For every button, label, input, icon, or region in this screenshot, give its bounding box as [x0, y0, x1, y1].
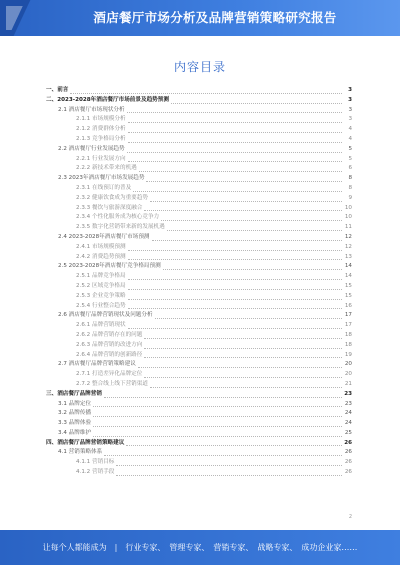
toc-entry[interactable]: [46, 262, 352, 272]
toc-entry-label: 2.4 2023-2028年酒店餐厅市场预测: [58, 233, 150, 240]
toc-leader-dots: [144, 210, 342, 211]
toc-entry-label: 2.5 2023-2028年酒店餐厅竞争格局预测: [58, 263, 161, 270]
toc-entry-label: 2.6.4 品牌营销的创新路径: [76, 351, 143, 358]
report-title: 酒店餐厅市场分析及品牌营销策略研究报告: [93, 10, 337, 25]
toc-entry-label: 4.1 营销策略体系: [58, 449, 103, 456]
toc-entry-label: 2.3.1 在线预订的普及: [76, 184, 132, 191]
toc-entry-page: 10: [344, 214, 352, 221]
toc-leader-dots: [167, 230, 342, 231]
toc-entry[interactable]: [46, 302, 352, 312]
toc-entry-page: 3: [348, 116, 352, 123]
toc-entry-label: 2.3.3 餐饮与旅游深度融合: [76, 204, 143, 211]
toc-entry[interactable]: [46, 204, 352, 214]
toc-leader-dots: [161, 220, 342, 221]
toc-entry[interactable]: [46, 145, 352, 155]
table-of-contents: [46, 86, 352, 512]
toc-leader-dots: [128, 122, 342, 123]
toc-entry[interactable]: [46, 86, 352, 96]
toc-entry-page: 4: [348, 135, 352, 142]
toc-leader-dots: [128, 328, 342, 329]
toc-entry-label: 2.1.2 消费群体分析: [76, 126, 126, 133]
toc-entry-label: 2.5.3 企业竞争策略: [76, 292, 126, 299]
toc-entry-label: 2.5.4 行业整合趋势: [76, 302, 126, 309]
toc-leader-dots: [144, 348, 342, 349]
toc-leader-dots: [93, 406, 342, 407]
toc-entry-page: 23: [344, 400, 352, 407]
toc-leader-dots: [150, 387, 342, 388]
toc-entry[interactable]: [46, 311, 352, 321]
toc-entry[interactable]: [46, 106, 352, 116]
toc-entry-page: 12: [344, 243, 352, 250]
toc-leader-dots: [138, 367, 342, 368]
toc-entry-page: 10: [344, 204, 352, 211]
toc-entry-page: 3: [348, 106, 352, 113]
footer-role: 营销专家、: [213, 543, 254, 552]
toc-entry[interactable]: [46, 243, 352, 253]
toc-entry-label: 2.7.2 整合线上线下营销渠道: [76, 380, 148, 387]
toc-leader-dots: [128, 308, 342, 309]
toc-entry[interactable]: [46, 341, 352, 351]
toc-entry-label: 2.6.3 品牌营销的改进方向: [76, 341, 143, 348]
toc-entry[interactable]: [46, 272, 352, 282]
toc-leader-dots: [93, 416, 342, 417]
toc-entry-label: 4.1.1 营销目标: [76, 459, 115, 466]
toc-entry-page: 15: [344, 292, 352, 299]
toc-entry-page: 8: [348, 184, 352, 191]
toc-entry-page: 14: [344, 263, 352, 270]
toc-entry-label: 2.6 酒店餐厅品牌营销现状及问题分析: [58, 312, 153, 319]
toc-leader-dots: [139, 171, 342, 172]
toc-entry-label: 2.1.1 市场规模分析: [76, 116, 126, 123]
toc-entry-label: 4.1.2 营销手段: [76, 469, 115, 476]
toc-entry-label: 3.2 品牌传播: [58, 410, 92, 417]
toc-entry-page: 12: [344, 233, 352, 240]
toc-entry-label: 2.2.1 行业发展方向: [76, 155, 126, 162]
toc-entry-page: 24: [344, 420, 352, 427]
toc-entry-label: 2.7 酒店餐厅品牌营销策略建议: [58, 361, 136, 368]
toc-entry-label: 3.1 品牌定位: [58, 400, 92, 407]
toc-leader-dots: [128, 132, 342, 133]
toc-entry[interactable]: [46, 409, 352, 419]
toc-leader-dots: [104, 397, 342, 398]
toc-entry[interactable]: [46, 390, 352, 400]
toc-entry-page: 18: [344, 331, 352, 338]
toc-entry-page: 26: [344, 469, 352, 476]
toc-entry[interactable]: [46, 429, 352, 439]
toc-entry[interactable]: [46, 292, 352, 302]
toc-entry-page: 4: [348, 126, 352, 133]
toc-entry-label: 二、2023-2028年酒店餐厅市场前景及趋势预测: [46, 96, 169, 103]
toc-entry[interactable]: [46, 135, 352, 145]
toc-entry-label: 2.6.2 品牌营销存在的问题: [76, 331, 143, 338]
toc-leader-dots: [128, 259, 342, 260]
footer-role: 战略专家、: [257, 543, 298, 552]
toc-entry-page: 3: [348, 87, 352, 93]
toc-leader-dots: [128, 161, 342, 162]
footer-role: 行业专家、: [125, 543, 166, 552]
toc-entry-page: 17: [344, 312, 352, 319]
toc-entry[interactable]: [46, 194, 352, 204]
toc-entry-page: 11: [344, 224, 352, 231]
toc-leader-dots: [104, 455, 342, 456]
toc-leader-dots: [152, 240, 342, 241]
toc-leader-dots: [144, 338, 342, 339]
toc-entry-label: 2.3.4 个性化服务成为核心竞争力: [76, 214, 160, 221]
toc-entry[interactable]: [46, 155, 352, 165]
toc-entry[interactable]: [46, 125, 352, 135]
toc-heading: 内容目录: [173, 60, 226, 74]
toc-leader-dots: [127, 112, 342, 113]
toc-entry[interactable]: [46, 213, 352, 223]
toc-entry-page: 26: [344, 459, 352, 466]
toc-entry[interactable]: [46, 351, 352, 361]
toc-entry-page: 26: [344, 449, 352, 456]
toc-leader-dots: [128, 142, 342, 143]
footer-role: 管理专家、: [169, 543, 210, 552]
page-number: 2: [348, 514, 352, 520]
toc-leader-dots: [128, 299, 342, 300]
toc-entry-page: 19: [344, 351, 352, 358]
toc-entry-page: 13: [344, 253, 352, 260]
toc-entry-page: 23: [344, 390, 352, 397]
toc-entry[interactable]: [46, 419, 352, 429]
toc-entry[interactable]: [46, 448, 352, 458]
toc-entry-page: 20: [344, 361, 352, 368]
toc-entry[interactable]: [46, 370, 352, 380]
toc-entry-label: 2.4.2 消费趋势预测: [76, 253, 126, 260]
toc-entry-label: 2.6.1 品牌营销现状: [76, 322, 126, 329]
toc-entry-label: 2.4.1 市场规模预测: [76, 243, 126, 250]
toc-entry-label: 2.7.1 打造差异化品牌定位: [76, 371, 143, 378]
toc-entry-page: 8: [348, 175, 352, 182]
header-decoration-stripe: [6, 6, 28, 30]
toc-entry-page: 6: [348, 165, 352, 172]
toc-entry[interactable]: [46, 380, 352, 390]
toc-entry[interactable]: [46, 360, 352, 370]
toc-leader-dots: [128, 250, 342, 251]
toc-entry-page: 24: [344, 410, 352, 417]
toc-entry-label: 2.2.2 新技术带来的机遇: [76, 165, 137, 172]
toc-entry[interactable]: [46, 331, 352, 341]
toc-entry-page: 20: [344, 371, 352, 378]
toc-entry-page: 21: [344, 380, 352, 387]
toc-entry[interactable]: [46, 282, 352, 292]
toc-entry-label: 2.1 酒店餐厅市场现状分析: [58, 106, 125, 113]
toc-entry[interactable]: [46, 174, 352, 184]
toc-leader-dots: [126, 445, 342, 446]
toc-entry-page: 18: [344, 341, 352, 348]
toc-entry-page: 26: [344, 439, 352, 446]
toc-entry-page: 16: [344, 302, 352, 309]
toc-entry-label: 2.5.1 品牌竞争格局: [76, 273, 126, 280]
toc-entry-label: 2.5.2 区域竞争格局: [76, 282, 126, 289]
toc-leader-dots: [93, 436, 342, 437]
toc-entry[interactable]: [46, 164, 352, 174]
toc-entry-page: 25: [344, 429, 352, 436]
toc-entry[interactable]: [46, 253, 352, 263]
toc-entry-label: 3.3 品牌体验: [58, 420, 92, 427]
toc-entry[interactable]: [46, 458, 352, 468]
toc-leader-dots: [116, 465, 342, 466]
toc-entry[interactable]: [46, 223, 352, 233]
page-header: [0, 0, 400, 36]
toc-entry[interactable]: [46, 96, 352, 106]
toc-entry[interactable]: [46, 468, 352, 478]
toc-entry[interactable]: [46, 400, 352, 410]
toc-leader-dots: [133, 191, 342, 192]
toc-entry-page: 9: [348, 194, 352, 201]
toc-entry-label: 2.1.3 竞争格局分析: [76, 135, 126, 142]
footer-role: 成功企业家……: [301, 543, 358, 552]
footer-slogan: 让每个人都能成为: [42, 543, 107, 552]
toc-leader-dots: [150, 201, 342, 202]
toc-leader-dots: [128, 279, 342, 280]
toc-leader-dots: [127, 152, 342, 153]
toc-entry-page: 3: [348, 96, 352, 103]
toc-entry-label: 三、酒店餐厅品牌营销: [46, 390, 102, 397]
toc-entry[interactable]: [46, 439, 352, 449]
toc-entry-label: 一、前言: [46, 87, 69, 93]
toc-entry-label: 2.3.2 健康饮食成为重要趋势: [76, 194, 148, 201]
footer-separator: |: [114, 543, 118, 552]
toc-entry-page: 5: [348, 145, 352, 152]
toc-entry-label: 3.4 品牌维护: [58, 429, 92, 436]
toc-entry-page: 15: [344, 282, 352, 289]
toc-leader-dots: [128, 289, 342, 290]
toc-entry-label: 四、酒店餐厅品牌营销策略建议: [46, 439, 125, 446]
toc-leader-dots: [163, 269, 342, 270]
toc-entry-label: 2.3 2023年酒店餐厅市场发展趋势: [58, 175, 145, 182]
toc-leader-dots: [93, 426, 342, 427]
footer-text: [0, 530, 400, 565]
toc-entry[interactable]: [46, 115, 352, 125]
toc-leader-dots: [70, 93, 342, 94]
toc-leader-dots: [116, 475, 342, 476]
toc-entry-label: 2.3.5 数字化营销带来新的发展机遇: [76, 224, 165, 231]
toc-leader-dots: [144, 357, 342, 358]
toc-entry-page: 17: [344, 322, 352, 329]
toc-leader-dots: [144, 377, 342, 378]
page-footer: [0, 530, 400, 565]
toc-entry[interactable]: [46, 321, 352, 331]
toc-leader-dots: [146, 181, 342, 182]
toc-entry[interactable]: [46, 233, 352, 243]
toc-entry-page: 14: [344, 273, 352, 280]
toc-leader-dots: [155, 318, 342, 319]
toc-entry[interactable]: [46, 184, 352, 194]
toc-entry-page: 5: [348, 155, 352, 162]
toc-entry-label: 2.2 酒店餐厅行业发展趋势: [58, 145, 125, 152]
toc-leader-dots: [171, 103, 342, 104]
